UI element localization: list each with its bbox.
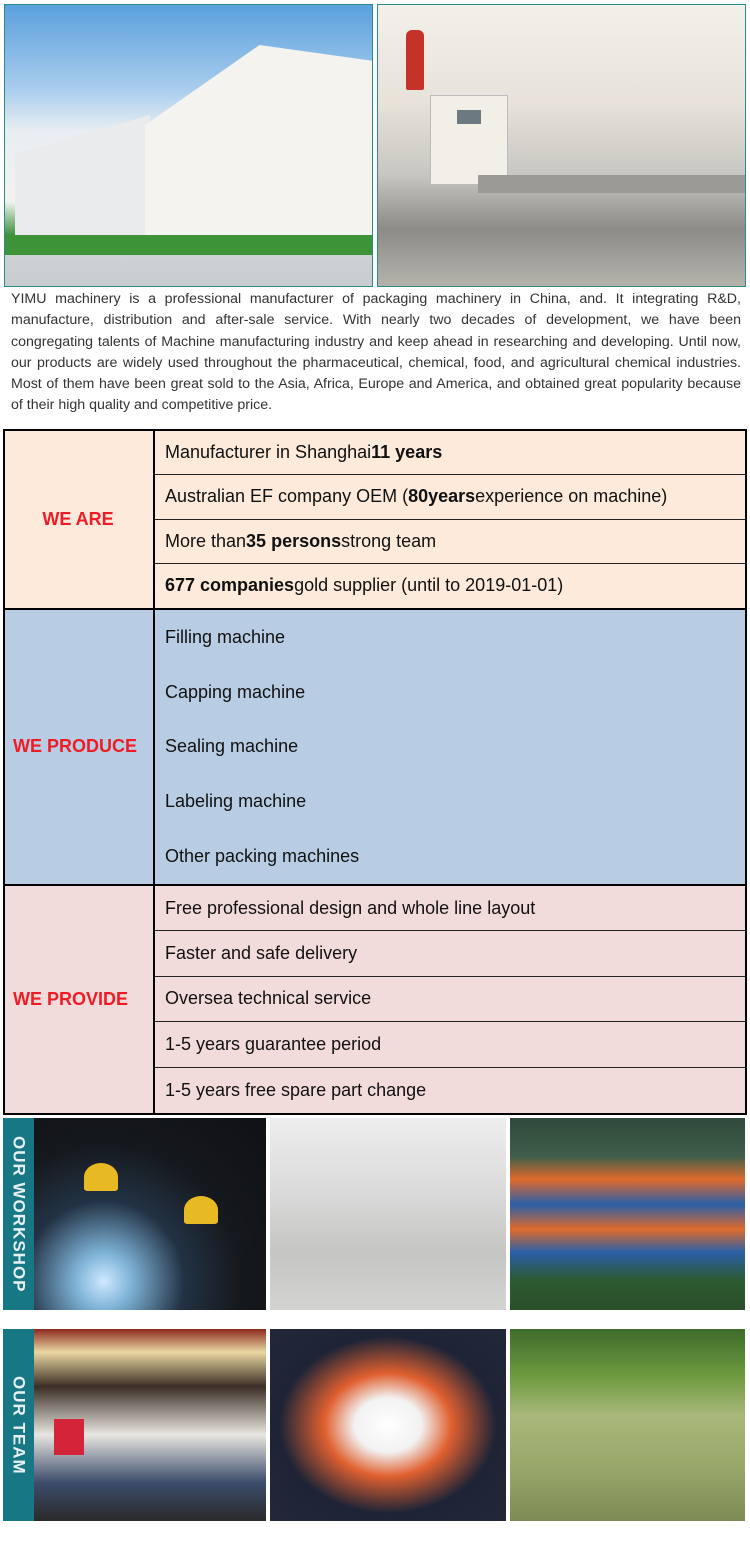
product-item: Sealing machine — [165, 736, 299, 757]
we-are-section — [5, 431, 745, 610]
row-highlight: 35 persons — [246, 530, 342, 551]
we-produce-rows — [155, 610, 745, 884]
helmet-shape — [84, 1163, 118, 1191]
team-gallery — [3, 1329, 745, 1521]
row-highlight: 677 companies — [165, 575, 295, 596]
row-text: Australian EF company OEM ( — [165, 486, 409, 507]
service-item: Faster and safe delivery — [155, 931, 745, 976]
row-highlight: 11 years — [371, 442, 443, 463]
we-provide-rows — [155, 886, 745, 1113]
welding-image — [34, 1118, 266, 1310]
hands-together-image — [270, 1329, 506, 1521]
row-text: More than — [165, 530, 247, 551]
team-outdoor-group-photo — [510, 1329, 745, 1521]
row-highlight: 80years — [408, 486, 476, 507]
product-item: Capping machine — [165, 681, 306, 702]
we-are-row — [155, 431, 745, 475]
we-produce-label: WE PRODUCE — [5, 610, 155, 884]
company-intro-paragraph: YIMU machinery is a professional manufacturer of packaging machinery in China, and. It integrating R&D, manufacture, distribution and after-sale service. With nearly two decades of development, we have been congregating talents of Machine manufacturing industry and keep ahead in researching and developing. Until now, our products are widely used throughout the pharmaceutical, chemical, food, and agricultural chemical industries. Most of them have been great sold to the Asia, Africa, Europe and America, and obtained great popularity because of their high quality and competitive price. — [11, 291, 741, 414]
top-photo-row — [4, 4, 746, 287]
welding-workers-photo — [3, 1118, 266, 1310]
building-side-shape — [15, 115, 150, 245]
control-cabinet-shape — [430, 95, 508, 185]
we-produce-section — [5, 610, 745, 886]
row-text: experience on machine) — [475, 486, 668, 507]
celebration-image — [34, 1329, 266, 1521]
bottle-shape — [406, 30, 424, 90]
factory-building-photo — [4, 4, 373, 287]
gallery-label — [3, 1118, 34, 1310]
we-are-label: WE ARE — [5, 431, 155, 608]
gallery-label-text: OUR TEAM — [9, 1375, 29, 1475]
gift-box-shape — [54, 1419, 84, 1455]
service-item: Oversea technical service — [155, 977, 745, 1022]
we-are-row — [155, 564, 745, 608]
warehouse-image — [510, 1118, 745, 1310]
workshop-gallery — [3, 1118, 745, 1310]
machine-assembly-floor-photo — [270, 1118, 506, 1310]
we-provide-label: WE PROVIDE — [5, 886, 155, 1113]
conveyor-shape — [478, 175, 746, 193]
warehouse-shelves-photo — [510, 1118, 745, 1310]
service-item: 1-5 years guarantee period — [155, 1022, 745, 1067]
service-item: 1-5 years free spare part change — [165, 1079, 427, 1100]
production-line-photo — [377, 4, 746, 287]
company-info-table — [3, 429, 747, 1115]
team-celebration-photo — [3, 1329, 266, 1521]
helmet-shape — [184, 1196, 218, 1224]
row-text: Manufacturer in Shanghai — [165, 442, 372, 463]
building-front-shape — [145, 45, 373, 245]
row-text: gold supplier (until to 2019-01-01) — [294, 575, 564, 596]
gallery-label — [3, 1329, 34, 1521]
product-item: Filling machine — [165, 626, 286, 647]
assembly-floor-image — [270, 1118, 506, 1310]
product-item: Other packing machines — [165, 846, 360, 867]
outdoor-group-image — [510, 1329, 745, 1521]
gallery-label-text: OUR WORKSHOP — [9, 1135, 29, 1293]
control-screen-shape — [457, 110, 481, 124]
product-item: Labeling machine — [165, 791, 307, 812]
we-are-row — [155, 520, 745, 564]
we-provide-section — [5, 886, 745, 1113]
lawn-shape — [5, 235, 373, 255]
row-text: strong team — [341, 530, 437, 551]
we-are-row — [155, 475, 745, 519]
team-hands-together-photo — [270, 1329, 506, 1521]
we-are-rows — [155, 431, 745, 608]
service-item: Free professional design and whole line layout — [155, 886, 745, 931]
